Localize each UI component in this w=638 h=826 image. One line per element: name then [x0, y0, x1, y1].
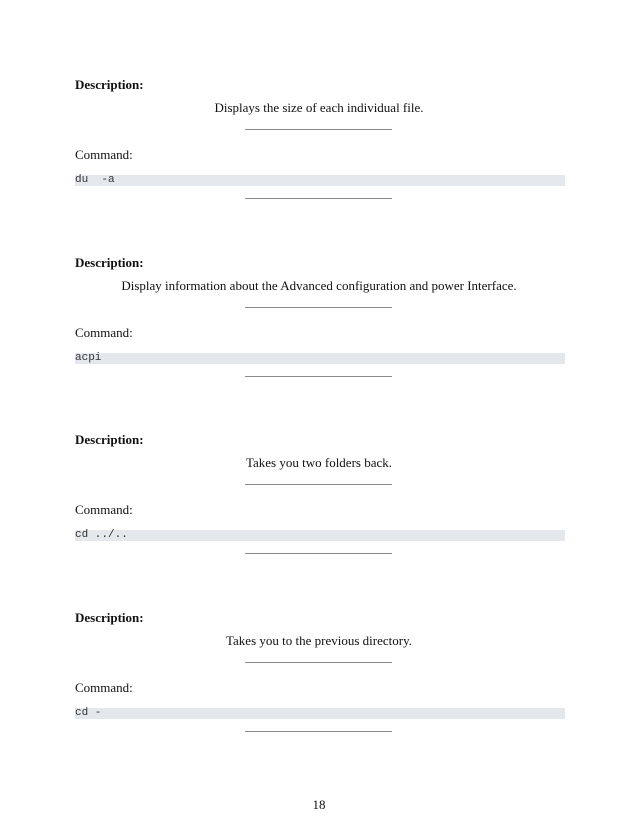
command-label: Command: — [75, 147, 133, 162]
description-text: Takes you two folders back. — [245, 455, 393, 470]
divider-line — [245, 198, 392, 199]
command-code: acpi — [75, 352, 102, 364]
command-code: cd ../.. — [75, 529, 128, 541]
divider-line — [245, 662, 392, 663]
command-code-block — [75, 530, 565, 541]
command-label: Command: — [75, 502, 133, 517]
divider-line — [245, 484, 392, 485]
divider-line — [245, 307, 392, 308]
command-entry — [0, 255, 638, 425]
divider-line — [245, 376, 392, 377]
description-label: Description: — [75, 255, 144, 270]
command-code: cd - — [75, 707, 102, 719]
command-label: Command: — [75, 325, 133, 340]
divider-line — [245, 731, 392, 732]
description-text: Displays the size of each individual file. — [214, 100, 424, 115]
description-label: Description: — [75, 610, 144, 625]
description-label: Description: — [75, 432, 144, 447]
command-code-block — [75, 708, 565, 719]
description-label: Description: — [75, 77, 144, 92]
divider-line — [245, 553, 392, 554]
description-text: Display information about the Advanced configuration and power Interface. — [121, 278, 517, 293]
divider-line — [245, 129, 392, 130]
command-code-block — [75, 353, 565, 364]
command-code-block — [75, 175, 565, 186]
page-number: 18 — [312, 797, 326, 812]
command-entry — [0, 432, 638, 602]
command-code: du -a — [75, 174, 115, 186]
description-text: Takes you to the previous directory. — [226, 633, 412, 648]
command-entry — [0, 77, 638, 247]
command-label: Command: — [75, 680, 133, 695]
command-entry — [0, 610, 638, 780]
